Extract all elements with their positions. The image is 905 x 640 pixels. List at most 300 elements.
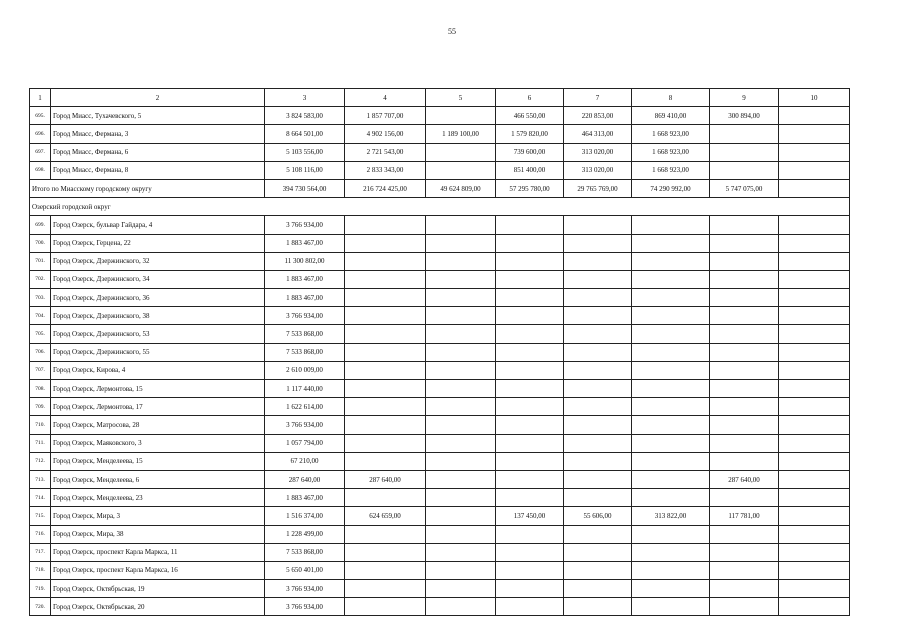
row-value: 287 640,00 bbox=[265, 470, 345, 488]
row-address: Город Озерск, Маяковского, 3 bbox=[51, 434, 265, 452]
row-value bbox=[564, 416, 632, 434]
row-value bbox=[779, 270, 850, 288]
row-value bbox=[426, 380, 496, 398]
row-value bbox=[496, 470, 564, 488]
table-row bbox=[30, 361, 850, 379]
row-value: 300 894,00 bbox=[710, 107, 779, 125]
row-value bbox=[345, 598, 426, 616]
row-number: 719. bbox=[30, 580, 51, 598]
row-number: 718. bbox=[30, 561, 51, 579]
row-value: 3 766 934,00 bbox=[265, 216, 345, 234]
row-number: 697. bbox=[30, 143, 51, 161]
row-number: 706. bbox=[30, 343, 51, 361]
row-number: 698. bbox=[30, 161, 51, 179]
row-number: 720. bbox=[30, 598, 51, 616]
row-value bbox=[564, 270, 632, 288]
row-value bbox=[779, 525, 850, 543]
row-number: 716. bbox=[30, 525, 51, 543]
row-value bbox=[710, 525, 779, 543]
row-value bbox=[632, 470, 710, 488]
row-value bbox=[564, 307, 632, 325]
row-value: 313 020,00 bbox=[564, 143, 632, 161]
row-value: 739 600,00 bbox=[496, 143, 564, 161]
summary-value: 74 290 992,00 bbox=[632, 179, 710, 197]
row-value bbox=[779, 107, 850, 125]
table-row bbox=[30, 416, 850, 434]
row-value bbox=[632, 307, 710, 325]
row-value bbox=[779, 507, 850, 525]
row-value bbox=[426, 161, 496, 179]
row-address: Город Озерск, Дзержинского, 32 bbox=[51, 252, 265, 270]
row-value bbox=[345, 252, 426, 270]
column-header: 10 bbox=[779, 89, 850, 107]
row-value: 1 883 467,00 bbox=[265, 270, 345, 288]
row-value bbox=[564, 561, 632, 579]
row-value bbox=[426, 270, 496, 288]
row-value bbox=[632, 598, 710, 616]
row-value: 1 883 467,00 bbox=[265, 489, 345, 507]
row-value: 3 824 583,00 bbox=[265, 107, 345, 125]
row-value: 55 606,00 bbox=[564, 507, 632, 525]
row-value bbox=[710, 270, 779, 288]
row-value: 4 902 156,00 bbox=[345, 125, 426, 143]
row-value bbox=[779, 252, 850, 270]
summary-value: 29 765 769,00 bbox=[564, 179, 632, 197]
row-address: Город Озерск, Лермонтова, 17 bbox=[51, 398, 265, 416]
row-value bbox=[710, 489, 779, 507]
row-value: 7 533 868,00 bbox=[265, 325, 345, 343]
data-table bbox=[29, 88, 850, 616]
column-header: 6 bbox=[496, 89, 564, 107]
row-value bbox=[345, 325, 426, 343]
header-row bbox=[30, 89, 850, 107]
row-value bbox=[710, 252, 779, 270]
row-value bbox=[496, 543, 564, 561]
row-value bbox=[779, 434, 850, 452]
row-value bbox=[496, 325, 564, 343]
row-value bbox=[345, 452, 426, 470]
page-number: 55 bbox=[448, 27, 456, 36]
row-number: 714. bbox=[30, 489, 51, 507]
row-value bbox=[564, 216, 632, 234]
row-value bbox=[496, 416, 564, 434]
row-number: 707. bbox=[30, 361, 51, 379]
row-value bbox=[779, 489, 850, 507]
row-value bbox=[496, 307, 564, 325]
row-value: 8 664 501,00 bbox=[265, 125, 345, 143]
column-header: 5 bbox=[426, 89, 496, 107]
row-number: 702. bbox=[30, 270, 51, 288]
row-value bbox=[779, 416, 850, 434]
row-value bbox=[779, 398, 850, 416]
row-value bbox=[632, 289, 710, 307]
row-value bbox=[426, 507, 496, 525]
row-value bbox=[710, 543, 779, 561]
row-value bbox=[710, 434, 779, 452]
row-value bbox=[345, 234, 426, 252]
row-value bbox=[426, 216, 496, 234]
row-number: 699. bbox=[30, 216, 51, 234]
row-value: 1 117 440,00 bbox=[265, 380, 345, 398]
row-value bbox=[779, 125, 850, 143]
row-value bbox=[710, 216, 779, 234]
row-value: 1 228 499,00 bbox=[265, 525, 345, 543]
row-value bbox=[426, 452, 496, 470]
row-value bbox=[632, 380, 710, 398]
row-value bbox=[496, 489, 564, 507]
row-value bbox=[710, 580, 779, 598]
row-value: 1 668 923,00 bbox=[632, 143, 710, 161]
row-value: 2 721 543,00 bbox=[345, 143, 426, 161]
row-value bbox=[496, 289, 564, 307]
row-address: Город Озерск, Лермонтова, 15 bbox=[51, 380, 265, 398]
table-row bbox=[30, 507, 850, 525]
row-value bbox=[564, 289, 632, 307]
row-value: 67 210,00 bbox=[265, 452, 345, 470]
row-value bbox=[564, 489, 632, 507]
row-value bbox=[426, 234, 496, 252]
table-row bbox=[30, 543, 850, 561]
row-value: 1 516 374,00 bbox=[265, 507, 345, 525]
row-value bbox=[632, 234, 710, 252]
row-value bbox=[632, 416, 710, 434]
table-row bbox=[30, 525, 850, 543]
row-number: 696. bbox=[30, 125, 51, 143]
row-address: Город Миасс, Тухачевского, 5 bbox=[51, 107, 265, 125]
row-address: Город Миасс, Фермана, 3 bbox=[51, 125, 265, 143]
row-address: Город Озерск, Дзержинского, 34 bbox=[51, 270, 265, 288]
row-value: 287 640,00 bbox=[710, 470, 779, 488]
summary-value: 49 624 809,00 bbox=[426, 179, 496, 197]
row-value bbox=[632, 216, 710, 234]
row-value bbox=[632, 434, 710, 452]
row-value bbox=[496, 561, 564, 579]
row-value bbox=[632, 489, 710, 507]
row-number: 701. bbox=[30, 252, 51, 270]
table-row bbox=[30, 289, 850, 307]
table-row bbox=[30, 561, 850, 579]
summary-value: 57 295 780,00 bbox=[496, 179, 564, 197]
row-value bbox=[345, 216, 426, 234]
row-value bbox=[426, 598, 496, 616]
row-value bbox=[496, 434, 564, 452]
row-address: Город Озерск, Менделеева, 6 bbox=[51, 470, 265, 488]
row-value bbox=[710, 125, 779, 143]
row-number: 695. bbox=[30, 107, 51, 125]
row-value bbox=[632, 343, 710, 361]
row-value bbox=[710, 343, 779, 361]
row-value bbox=[345, 416, 426, 434]
table-row bbox=[30, 580, 850, 598]
row-value bbox=[345, 561, 426, 579]
column-header: 7 bbox=[564, 89, 632, 107]
row-address: Город Миасс, Фермана, 6 bbox=[51, 143, 265, 161]
row-value bbox=[632, 561, 710, 579]
column-header: 8 bbox=[632, 89, 710, 107]
row-value bbox=[426, 289, 496, 307]
table-row bbox=[30, 380, 850, 398]
row-value bbox=[496, 216, 564, 234]
row-address: Город Озерск, Дзержинского, 55 bbox=[51, 343, 265, 361]
summary-label: Итого по Миасскому городскому округу bbox=[30, 179, 265, 197]
table-row bbox=[30, 270, 850, 288]
row-value: 624 659,00 bbox=[345, 507, 426, 525]
row-value: 7 533 868,00 bbox=[265, 343, 345, 361]
row-value: 3 766 934,00 bbox=[265, 580, 345, 598]
row-value: 137 450,00 bbox=[496, 507, 564, 525]
row-number: 712. bbox=[30, 452, 51, 470]
row-value bbox=[779, 143, 850, 161]
summary-value: 5 747 075,00 bbox=[710, 179, 779, 197]
row-value bbox=[564, 580, 632, 598]
row-value bbox=[496, 380, 564, 398]
table-row bbox=[30, 107, 850, 125]
row-value bbox=[710, 234, 779, 252]
row-value: 869 410,00 bbox=[632, 107, 710, 125]
row-value bbox=[779, 289, 850, 307]
row-address: Город Озерск, Кирова, 4 bbox=[51, 361, 265, 379]
row-address: Город Миасс, Фермана, 8 bbox=[51, 161, 265, 179]
row-value bbox=[564, 398, 632, 416]
row-value bbox=[426, 489, 496, 507]
row-value bbox=[345, 580, 426, 598]
row-value bbox=[345, 489, 426, 507]
section-row bbox=[30, 198, 850, 216]
row-value: 1 189 100,00 bbox=[426, 125, 496, 143]
row-value bbox=[345, 343, 426, 361]
row-value bbox=[564, 325, 632, 343]
row-number: 710. bbox=[30, 416, 51, 434]
table-row bbox=[30, 216, 850, 234]
row-value bbox=[779, 470, 850, 488]
section-title: Озерский городской округ bbox=[30, 198, 850, 216]
row-value bbox=[564, 380, 632, 398]
row-value bbox=[426, 252, 496, 270]
row-value bbox=[496, 580, 564, 598]
row-address: Город Озерск, Мира, 38 bbox=[51, 525, 265, 543]
table-row bbox=[30, 398, 850, 416]
row-value bbox=[632, 580, 710, 598]
row-value bbox=[496, 252, 564, 270]
row-value bbox=[779, 380, 850, 398]
row-value: 1 668 923,00 bbox=[632, 125, 710, 143]
row-value bbox=[632, 543, 710, 561]
row-value bbox=[496, 361, 564, 379]
row-value bbox=[345, 380, 426, 398]
row-value bbox=[564, 525, 632, 543]
row-number: 711. bbox=[30, 434, 51, 452]
row-value bbox=[426, 525, 496, 543]
row-value: 1 057 794,00 bbox=[265, 434, 345, 452]
row-address: Город Озерск, Мира, 3 bbox=[51, 507, 265, 525]
row-value bbox=[426, 561, 496, 579]
row-value bbox=[779, 452, 850, 470]
table-row bbox=[30, 470, 850, 488]
row-value: 466 550,00 bbox=[496, 107, 564, 125]
row-value bbox=[496, 343, 564, 361]
row-value: 313 822,00 bbox=[632, 507, 710, 525]
row-value bbox=[779, 561, 850, 579]
row-value bbox=[564, 234, 632, 252]
row-value bbox=[710, 289, 779, 307]
table-body bbox=[30, 89, 850, 616]
row-value bbox=[710, 161, 779, 179]
summary-value: 394 730 564,00 bbox=[265, 179, 345, 197]
table-row bbox=[30, 452, 850, 470]
row-value bbox=[426, 470, 496, 488]
row-value bbox=[710, 398, 779, 416]
row-value bbox=[345, 270, 426, 288]
row-value bbox=[710, 561, 779, 579]
row-value: 287 640,00 bbox=[345, 470, 426, 488]
row-value bbox=[426, 325, 496, 343]
row-number: 713. bbox=[30, 470, 51, 488]
column-header: 4 bbox=[345, 89, 426, 107]
summary-row bbox=[30, 179, 850, 197]
table-row bbox=[30, 234, 850, 252]
summary-value bbox=[779, 179, 850, 197]
row-value bbox=[779, 325, 850, 343]
row-value bbox=[426, 398, 496, 416]
table-row bbox=[30, 489, 850, 507]
table-row bbox=[30, 325, 850, 343]
row-value bbox=[779, 580, 850, 598]
row-value: 851 400,00 bbox=[496, 161, 564, 179]
row-value: 5 650 401,00 bbox=[265, 561, 345, 579]
row-value bbox=[632, 325, 710, 343]
row-value bbox=[779, 343, 850, 361]
row-value bbox=[345, 434, 426, 452]
row-value bbox=[426, 434, 496, 452]
row-value bbox=[345, 289, 426, 307]
row-address: Город Озерск, проспект Карла Маркса, 16 bbox=[51, 561, 265, 579]
row-value bbox=[632, 525, 710, 543]
row-value bbox=[496, 525, 564, 543]
row-value bbox=[632, 398, 710, 416]
row-address: Город Озерск, Дзержинского, 38 bbox=[51, 307, 265, 325]
row-value bbox=[632, 361, 710, 379]
row-value bbox=[710, 325, 779, 343]
row-address: Город Озерск, Октябрьская, 20 bbox=[51, 598, 265, 616]
row-number: 705. bbox=[30, 325, 51, 343]
row-value bbox=[564, 343, 632, 361]
row-value bbox=[710, 416, 779, 434]
row-address: Город Озерск, бульвар Гайдара, 4 bbox=[51, 216, 265, 234]
row-value bbox=[345, 543, 426, 561]
table-row bbox=[30, 143, 850, 161]
column-header: 1 bbox=[30, 89, 51, 107]
row-value bbox=[710, 598, 779, 616]
row-value: 3 766 934,00 bbox=[265, 598, 345, 616]
row-value bbox=[426, 361, 496, 379]
row-value bbox=[564, 543, 632, 561]
row-value: 3 766 934,00 bbox=[265, 416, 345, 434]
row-value bbox=[779, 234, 850, 252]
row-address: Город Озерск, проспект Карла Маркса, 11 bbox=[51, 543, 265, 561]
row-value bbox=[496, 598, 564, 616]
row-address: Город Озерск, Менделеева, 23 bbox=[51, 489, 265, 507]
row-value: 464 313,00 bbox=[564, 125, 632, 143]
row-value: 2 833 343,00 bbox=[345, 161, 426, 179]
row-value: 1 857 707,00 bbox=[345, 107, 426, 125]
summary-value: 216 724 425,00 bbox=[345, 179, 426, 197]
row-value bbox=[564, 252, 632, 270]
row-address: Город Озерск, Дзержинского, 36 bbox=[51, 289, 265, 307]
row-value bbox=[710, 380, 779, 398]
row-value bbox=[779, 598, 850, 616]
column-header: 2 bbox=[51, 89, 265, 107]
table-row bbox=[30, 252, 850, 270]
row-value: 1 883 467,00 bbox=[265, 289, 345, 307]
row-number: 709. bbox=[30, 398, 51, 416]
row-value bbox=[632, 270, 710, 288]
row-value bbox=[496, 398, 564, 416]
row-value bbox=[779, 216, 850, 234]
row-address: Город Озерск, Герцена, 22 bbox=[51, 234, 265, 252]
row-address: Город Озерск, Менделеева, 15 bbox=[51, 452, 265, 470]
row-number: 700. bbox=[30, 234, 51, 252]
row-value bbox=[345, 398, 426, 416]
row-value bbox=[779, 307, 850, 325]
table-row bbox=[30, 125, 850, 143]
table-row bbox=[30, 343, 850, 361]
row-value: 1 668 923,00 bbox=[632, 161, 710, 179]
row-value bbox=[779, 361, 850, 379]
column-header: 3 bbox=[265, 89, 345, 107]
row-number: 717. bbox=[30, 543, 51, 561]
row-value bbox=[496, 234, 564, 252]
row-value: 5 103 556,00 bbox=[265, 143, 345, 161]
row-value bbox=[426, 580, 496, 598]
row-value bbox=[779, 543, 850, 561]
row-value: 1 579 820,00 bbox=[496, 125, 564, 143]
row-value bbox=[710, 361, 779, 379]
row-value: 3 766 934,00 bbox=[265, 307, 345, 325]
row-value: 117 781,00 bbox=[710, 507, 779, 525]
table-row bbox=[30, 434, 850, 452]
column-header: 9 bbox=[710, 89, 779, 107]
row-value bbox=[345, 525, 426, 543]
row-value: 7 533 868,00 bbox=[265, 543, 345, 561]
row-value: 2 610 009,00 bbox=[265, 361, 345, 379]
row-value bbox=[345, 361, 426, 379]
row-value bbox=[426, 543, 496, 561]
row-value: 1 622 614,00 bbox=[265, 398, 345, 416]
row-value bbox=[426, 343, 496, 361]
table-row bbox=[30, 307, 850, 325]
row-value bbox=[564, 434, 632, 452]
row-value bbox=[710, 143, 779, 161]
row-value bbox=[710, 452, 779, 470]
row-value bbox=[496, 452, 564, 470]
row-value bbox=[496, 270, 564, 288]
row-value bbox=[564, 361, 632, 379]
row-value: 1 883 467,00 bbox=[265, 234, 345, 252]
row-value bbox=[426, 307, 496, 325]
row-value bbox=[426, 416, 496, 434]
row-number: 703. bbox=[30, 289, 51, 307]
row-value bbox=[426, 107, 496, 125]
row-value bbox=[564, 598, 632, 616]
row-value: 220 853,00 bbox=[564, 107, 632, 125]
row-value bbox=[632, 452, 710, 470]
row-value: 11 300 802,00 bbox=[265, 252, 345, 270]
row-value: 313 020,00 bbox=[564, 161, 632, 179]
row-address: Город Озерск, Октябрьская, 19 bbox=[51, 580, 265, 598]
row-number: 715. bbox=[30, 507, 51, 525]
row-number: 704. bbox=[30, 307, 51, 325]
row-value bbox=[779, 161, 850, 179]
